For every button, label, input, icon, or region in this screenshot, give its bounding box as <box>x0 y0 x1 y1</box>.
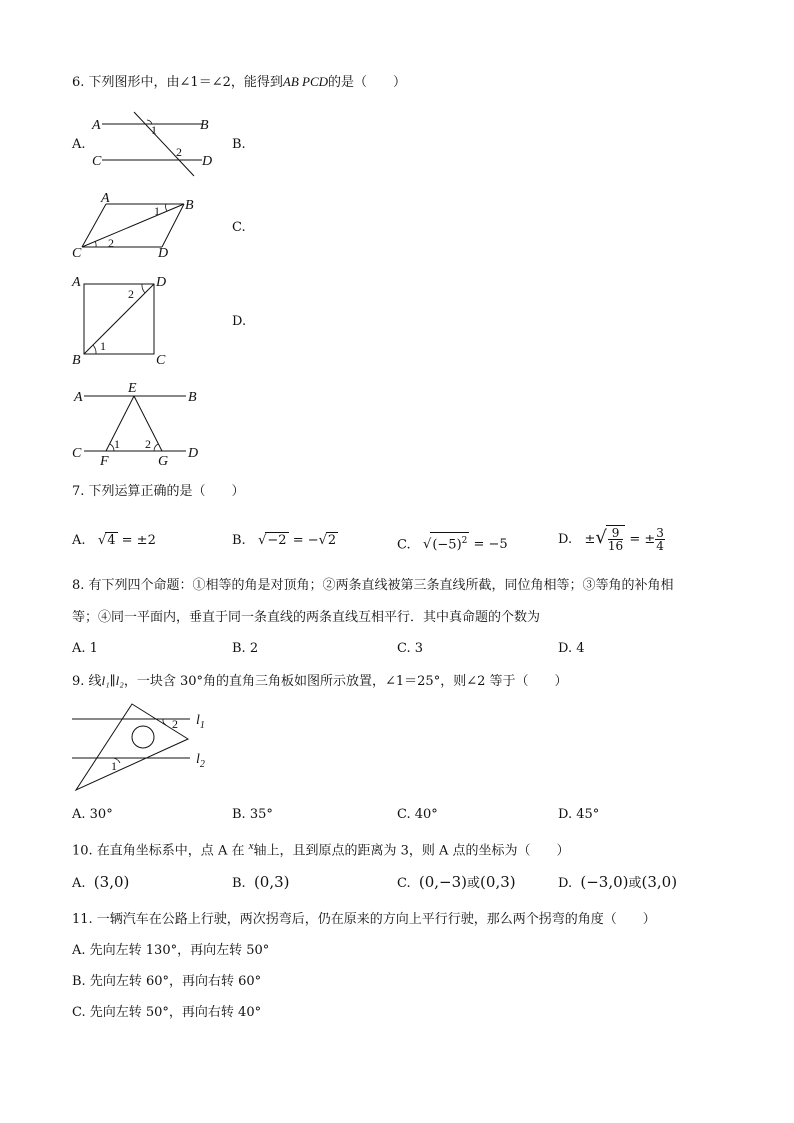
q7-d-denominator2: 4 <box>656 539 664 553</box>
q7-a-rhs: = ±2 <box>121 533 156 548</box>
q10-c-value1: (0,−3) <box>418 873 468 891</box>
fig-d-label-C: C <box>72 446 82 461</box>
q7-d-numerator2: 3 <box>656 526 664 540</box>
q10-option-b <box>232 874 290 892</box>
fig-d-label-F: F <box>100 454 109 469</box>
q10-d-value2: (3,0) <box>641 873 678 891</box>
q7-c-radicand-wrap <box>430 532 469 553</box>
q7-d-numerator: 9 <box>608 527 623 540</box>
q7-option-b <box>232 532 338 549</box>
q9-label-l2 <box>196 752 205 770</box>
q10-b-label: B. <box>232 876 246 891</box>
q10-option-a <box>72 874 129 892</box>
q8-option-b: B. 2 <box>232 641 259 656</box>
fig-c-label-B: B <box>72 353 81 368</box>
fig-c-angle-2: 2 <box>128 287 134 301</box>
q8-stem-line2: 等；④同一平面内，垂直于同一条直线的两条直线互相平行．其中真命题的个数为 <box>72 610 541 625</box>
q6-stem-end: 的是（ ） <box>328 75 407 90</box>
q9-option-a: A. 30° <box>72 807 113 822</box>
fig-a-label-A: A <box>92 118 101 133</box>
fig-b-label-C: C <box>72 246 82 261</box>
fig-b-label-D: D <box>158 246 169 261</box>
q9-stem <box>72 673 568 690</box>
q9-stem-math: l₁∥l₂ <box>101 673 124 688</box>
q10-option-c <box>397 874 516 892</box>
q9-figure <box>68 700 228 796</box>
q7-stem: 7. 下列运算正确的是（ ） <box>72 484 245 499</box>
q7-c-rhs: = −5 <box>473 537 508 553</box>
q6-stem <box>72 74 406 91</box>
fig-b-label-B: B <box>185 198 194 213</box>
q11-option-b: B. 先向左转 60°，再向右转 60° <box>72 974 262 989</box>
q7-b-mid: = − <box>292 533 319 548</box>
q7-d-denominator: 16 <box>607 539 624 553</box>
q7-option-a <box>72 532 156 549</box>
q9-stem-post: ，一块含 30°角的直角三角板如图所示放置，∠1＝25°，则∠2 等于（ ） <box>123 674 568 689</box>
q8-option-d: D. 4 <box>558 641 585 656</box>
q10-b-value: (0,3) <box>253 873 290 891</box>
q9-stem-pre: 9. 线 <box>72 674 102 689</box>
fig-b-angle-1: 1 <box>154 204 160 218</box>
q7-c-expr: $√(-5)^2 = -5$ <box>423 537 508 552</box>
q10-c-value2: (0,3) <box>480 873 516 891</box>
q7-b-radicand2: 2 <box>327 533 337 548</box>
q6-figure-d <box>70 380 210 470</box>
fig-c-label-C: C <box>156 353 166 368</box>
fig-d-angle-2: 2 <box>145 437 151 451</box>
q7-d-frac2 <box>655 527 665 552</box>
q7-d-pm: ± <box>584 532 596 547</box>
q9-l1-sub: 1 <box>199 720 205 731</box>
q6-option-d-label: D. <box>232 314 247 329</box>
q10-c-or: 或 <box>467 876 481 891</box>
q10-d-value1: (−3,0) <box>580 873 629 891</box>
q9-l1-letter: l <box>196 713 200 728</box>
fig-d-label-B: B <box>188 390 197 405</box>
fig-a-label-D: D <box>202 154 213 169</box>
fig-d-label-D: D <box>188 446 199 461</box>
q7-a-expr: √4 = ±2 <box>97 533 156 548</box>
q10-stem-pre: 10. 在直角坐标系中，点 A 在 <box>72 843 245 859</box>
q11-option-a: A. 先向左转 130°，再向左转 50° <box>72 943 270 958</box>
q9-l2-letter: l <box>196 752 200 767</box>
q10-stem-x: x <box>248 840 254 852</box>
q7-c-radicand: (−5) <box>432 537 462 553</box>
q9-option-c: C. 40° <box>397 807 438 822</box>
fig-a-angle-1: 1 <box>151 123 157 137</box>
fig-d-label-A: A <box>74 390 83 405</box>
fig-c-angle-1: 1 <box>100 339 106 353</box>
q11-stem: 11. 一辆汽车在公路上行驶，两次拐弯后，仍在原来的方向上平行行驶，那么两个拐弯的角度（ ） <box>72 912 656 927</box>
q10-stem <box>72 838 570 859</box>
fig-a-angle-2: 2 <box>176 145 182 159</box>
q7-b-radicand: −2 <box>267 533 287 548</box>
q7-d-label: D. <box>558 532 573 547</box>
q7-a-label: A. <box>72 533 86 548</box>
q7-c-label: C. <box>397 537 411 553</box>
fig-d-label-E: E <box>128 381 137 396</box>
q9-option-b: B. 35° <box>232 807 273 822</box>
q10-option-d <box>558 874 677 892</box>
q8-stem-line1: 8. 有下列四个命题：①相等的角是对顶角；②两条直线被第三条直线所截，同位角相等；③等角的补角相 <box>72 578 674 593</box>
q7-option-c <box>397 532 508 553</box>
fig-c-label-D: D <box>156 275 167 290</box>
fig-a-label-B: B <box>200 118 209 133</box>
q7-option-d: D. ±√ $\frac{9}{16}$ = ± $\frac{3}{4}$ <box>558 526 664 553</box>
q6-option-c-label: C. <box>232 220 246 235</box>
q9-l2-sub: 2 <box>199 759 205 770</box>
q10-d-label: D. <box>558 876 573 891</box>
q7-b-expr: √−2 = −√2 <box>258 533 337 548</box>
q7-c-exponent: 2 <box>461 536 468 546</box>
fig-b-label-A: A <box>101 191 110 206</box>
fig-a-label-C: C <box>92 154 102 169</box>
q6-figure-b <box>70 190 210 262</box>
q10-stem-post: 轴上，且到原点的距离为 3，则 A 点的坐标为（ ） <box>253 843 570 859</box>
fig-d-label-G: G <box>158 454 169 469</box>
q9-angle-2: 2 <box>172 717 178 731</box>
q9-label-l1 <box>196 713 205 731</box>
q6-stem-text: 6. 下列图形中，由∠1＝∠2，能得到 <box>72 75 283 90</box>
q8-option-a: A. 1 <box>72 641 98 656</box>
q10-a-value: (3,0) <box>93 873 130 891</box>
q6-figure-c <box>70 272 180 368</box>
q11-option-c: C. 先向左转 50°，再向右转 40° <box>72 1005 262 1020</box>
q7-a-radicand: 4 <box>107 533 116 548</box>
fig-b-angle-2: 2 <box>108 236 114 250</box>
q9-option-d: D. 45° <box>558 807 600 822</box>
q7-d-mid: = ± <box>629 532 656 547</box>
q10-c-label: C. <box>397 876 411 891</box>
q7-b-label: B. <box>232 533 246 548</box>
q10-d-or: 或 <box>628 876 642 891</box>
q6-stem-math: AB PCD <box>282 74 329 89</box>
q6-option-a-label: A. <box>72 137 86 152</box>
fig-c-label-A: A <box>72 275 81 290</box>
q7-d-radicand <box>606 525 625 554</box>
q10-a-label: A. <box>72 876 86 891</box>
q6-figure-a <box>90 108 220 180</box>
fig-d-angle-1: 1 <box>114 437 120 451</box>
q9-angle-1: 1 <box>111 759 117 773</box>
q6-option-b-label: B. <box>232 137 246 152</box>
q7-d-frac <box>608 527 623 552</box>
q8-option-c: C. 3 <box>397 641 424 656</box>
